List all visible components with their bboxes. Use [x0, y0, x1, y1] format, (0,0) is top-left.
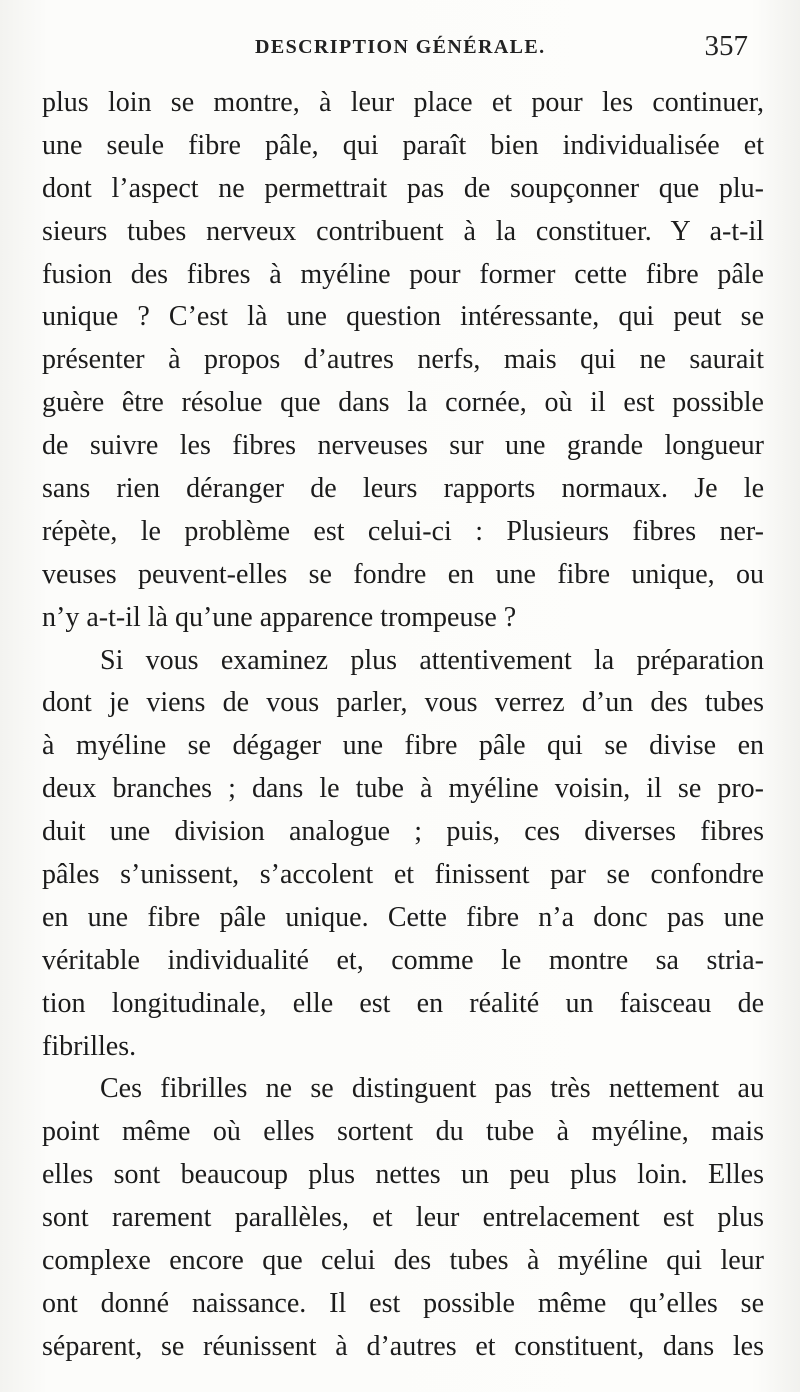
text-line: point même où elles sortent du tube à myéline, mais: [42, 1116, 764, 1148]
text-line: dont je viens de vous parler, vous verrez d’un des tubes: [42, 687, 764, 719]
page-number: 357: [704, 30, 748, 62]
text-line: complexe encore que celui des tubes à myéline qui leur: [42, 1245, 764, 1277]
text-line: pâles s’unissent, s’accolent et finissent par se confondre: [42, 859, 764, 891]
text-line: plus loin se montre, à leur place et pour les continuer,: [42, 87, 764, 118]
text-line: guère être résolue que dans la cornée, où il est possible: [42, 387, 764, 419]
text-line: sans rien déranger de leurs rapports normaux. Je le: [42, 473, 764, 505]
paragraph-2: [42, 640, 764, 1069]
text-line: une seule fibre pâle, qui paraît bien individualisée et: [42, 129, 764, 161]
running-title: DESCRIPTION GÉNÉRALE.: [255, 36, 546, 58]
text-line: véritable individualité et, comme le montre sa stria-: [42, 944, 764, 976]
text-line: elles sont beaucoup plus nettes un peu plus loin. Elles: [42, 1159, 764, 1191]
text-line: dont l’aspect ne permettrait pas de soupçonner que plu-: [42, 172, 764, 204]
text-line: répète, le problème est celui-ci : Plusieurs fibres ner-: [42, 515, 764, 547]
text-line: n’y a-t-il là qu’une apparence trompeuse ?: [42, 601, 517, 633]
text-line: sont rarement parallèles, et leur entrelacement est plus: [42, 1202, 764, 1234]
text-line: unique ? C’est là une question intéressante, qui peut se: [42, 301, 764, 333]
text-line: veuses peuvent-elles se fondre en une fibre unique, ou: [42, 558, 764, 590]
text-line: tion longitudinale, elle est en réalité un faisceau de: [42, 987, 764, 1019]
text-line: présenter à propos d’autres nerfs, mais qui ne saurait: [42, 344, 764, 376]
text-line: fibrilles.: [42, 1030, 137, 1062]
text-line: Ces fibrilles ne se distinguent pas très nettement au: [100, 1073, 764, 1105]
paragraph-1: [42, 82, 764, 640]
paragraph-3: [42, 1068, 764, 1368]
text-line: sieurs tubes nerveux contribuent à la constituer. Y a-t-il: [42, 215, 764, 247]
text-line: fusion des fibres à myéline pour former cette fibre pâle: [42, 258, 764, 290]
text-line: séparent, se réunissent à d’autres et constituent, dans les: [42, 1330, 764, 1362]
body-text: [42, 82, 764, 1369]
text-line: en une fibre pâle unique. Cette fibre n’a donc pas une: [42, 901, 764, 933]
text-line: de suivre les fibres nerveuses sur une grande longueur: [42, 430, 764, 462]
text-line: Si vous examinez plus attentivement la préparation: [100, 644, 764, 676]
text-line: deux branches ; dans le tube à myéline voisin, il se pro-: [42, 773, 764, 805]
text-line: duit une division analogue ; puis, ces diverses fibres: [42, 816, 764, 848]
text-line: à myéline se dégager une fibre pâle qui se divise en: [42, 730, 764, 762]
text-line: ont donné naissance. Il est possible même qu’elles se: [42, 1287, 764, 1319]
